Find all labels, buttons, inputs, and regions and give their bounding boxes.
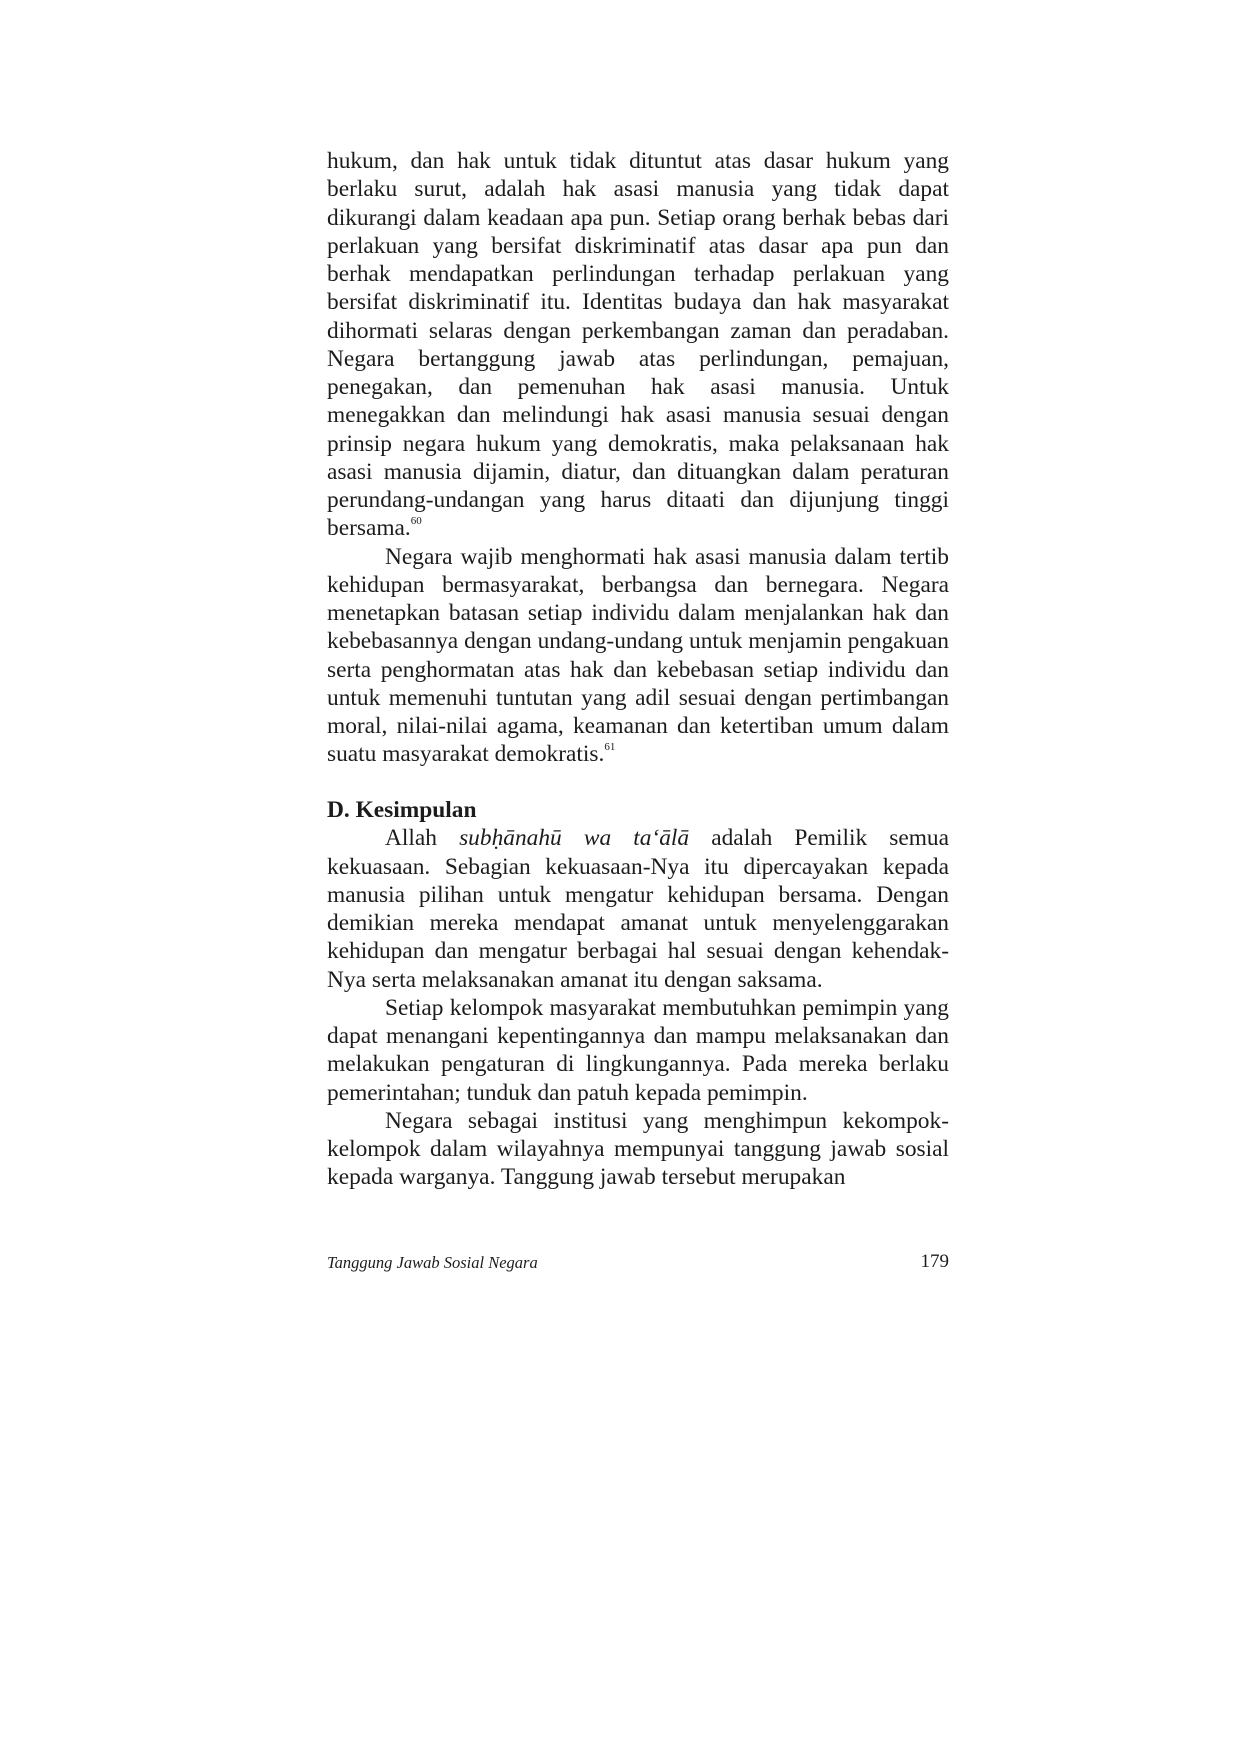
paragraph: Negara sebagai institusi yang menghimpun kekompokkelompok dalam wilayahnya mempunyai tanggung jawab sosial kepada warganya. Tanggung jawab tersebut merupakan	[327, 1107, 949, 1191]
paragraph-lead: Allah	[385, 825, 437, 852]
paragraph-continued	[327, 147, 949, 543]
paragraph-text: Negara wajib menghormati hak asasi manusia dalam tertib kehidupan bermasyarakat, berbangsa dan bernegara. Negara menetapkan batasan setiap individu dalam menjalankan hak dan kebebasannya dengan undang-undang untuk menjamin pengakuan serta penghormatan atas hak dan kebebasan setiap individu dan untuk memenuhi tuntutan yang adil sesuai dengan pertimbangan moral, nilai-nilai agama, keamanan dan ketertiban umum dalam suatu masyarakat demokratis.	[327, 543, 949, 768]
running-footer-title: Tanggung Jawab Sosial Negara	[327, 1253, 538, 1272]
body-text-conclusion	[327, 796, 949, 1192]
paragraph-text: hukum, dan hak untuk tidak dituntut atas dasar hukum yang berlaku surut, adalah hak asasi manusia yang tidak dapat dikurangi dalam keadaan apa pun. Setiap orang berhak bebas dari perlakuan yang bersifat diskriminatif atas dasar apa pun dan berhak mendapatkan perlindungan terhadap perlakuan yang bersifat diskriminatif itu. Identitas budaya dan hak masyarakat dihormati selaras dengan perkembangan zaman dan peradaban. Negara bertanggung jawab atas perlindungan, pemajuan, penegakan, dan pemenuhan hak asasi manusia. Untuk menegakkan dan melindungi hak asasi manusia sesuai dengan prinsip negara hukum yang demokratis, maka pelaksanaan hak asasi manusia dijamin, diatur, dan dituangkan dalam peraturan perundang-undangan yang harus ditaati dan dijunjung tinggi bersama.	[327, 148, 949, 542]
paragraph	[327, 543, 949, 769]
page-number: 179	[920, 1251, 949, 1272]
arabic-phrase: subḥānahū wa ta‘ālā	[459, 825, 690, 852]
paragraph-text: adalah Pemilik semua kekuasaan. Sebagian kekuasaan-Nya itu dipercayakan kepada manusia pilihan untuk mengatur kehidupan bersama. Dengan demikian mereka mendapat amanat untuk menyelenggarakan kehidupan dan mengatur berbagai hal sesuai dengan kehendak-Nya serta melaksanakan amanat itu dengan saksama.	[327, 825, 950, 993]
body-text-top	[327, 147, 949, 769]
footnote-ref[interactable]: 60	[410, 515, 422, 528]
section-heading: D. Kesimpulan	[327, 797, 477, 823]
paragraph: Setiap kelompok masyarakat membutuhkan pemimpin yang dapat menangani kepentingannya dan mampu melaksanakan dan melakukan pengaturan di lingkungannya. Pada mereka berlaku pemerintahan; tunduk dan patuh kepada pemimpin.	[327, 994, 949, 1106]
paragraph	[327, 824, 949, 994]
footnote-ref[interactable]: 61	[604, 741, 616, 754]
